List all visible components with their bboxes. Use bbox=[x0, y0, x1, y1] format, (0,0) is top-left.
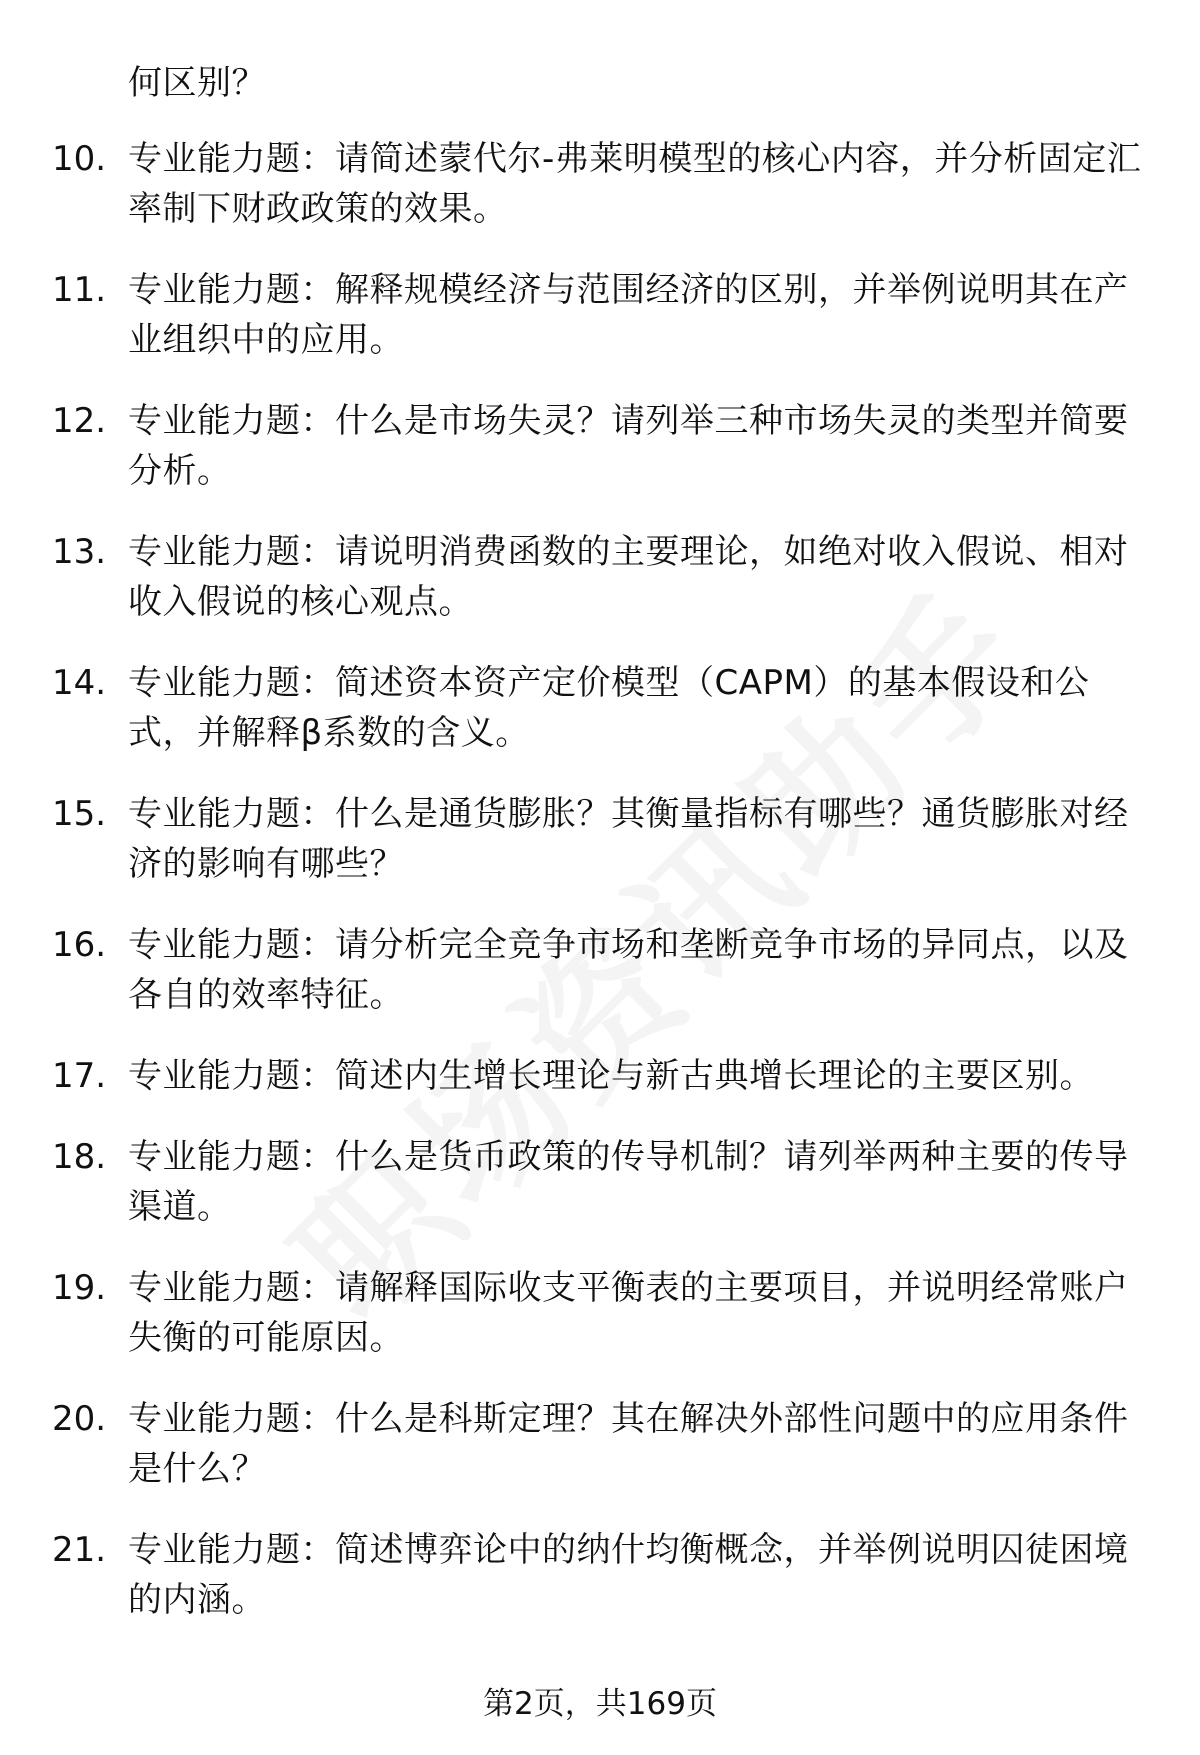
question-text: 专业能力题：请分析完全竞争市场和垄断竞争市场的异同点，以及各自的效率特征。 bbox=[128, 925, 1129, 1015]
question-text: 专业能力题：请说明消费函数的主要理论，如绝对收入假说、相对收入假说的核心观点。 bbox=[128, 532, 1129, 622]
question-item bbox=[0, 265, 1200, 396]
question-item bbox=[0, 658, 1200, 789]
question-number: 20. bbox=[52, 1399, 107, 1439]
question-text: 专业能力题：请解释国际收支平衡表的主要项目，并说明经常账户失衡的可能原因。 bbox=[128, 1268, 1129, 1358]
question-number: 19. bbox=[52, 1268, 107, 1308]
page-footer: 第2页，共169页 bbox=[483, 1686, 717, 1722]
question-number: 17. bbox=[52, 1056, 107, 1096]
question-item bbox=[0, 1051, 1200, 1132]
question-number: 11. bbox=[52, 270, 107, 310]
question-item bbox=[0, 1132, 1200, 1263]
question-number: 13. bbox=[52, 532, 107, 572]
question-text: 专业能力题：请简述蒙代尔-弗莱明模型的核心内容，并分析固定汇率制下财政政策的效果。 bbox=[128, 139, 1142, 229]
question-number: 16. bbox=[52, 925, 107, 965]
question-item bbox=[0, 789, 1200, 920]
question-item bbox=[0, 1394, 1200, 1525]
question-item bbox=[0, 1525, 1200, 1656]
question-number: 21. bbox=[52, 1530, 107, 1570]
question-item bbox=[0, 920, 1200, 1051]
question-number: 14. bbox=[52, 663, 107, 703]
question-item bbox=[0, 134, 1200, 265]
question-text: 专业能力题：简述内生增长理论与新古典增长理论的主要区别。 bbox=[128, 1056, 1094, 1096]
question-text: 专业能力题：解释规模经济与范围经济的区别，并举例说明其在产业组织中的应用。 bbox=[128, 270, 1129, 360]
question-item bbox=[0, 396, 1200, 527]
question-number: 10. bbox=[52, 139, 107, 179]
question-text: 专业能力题：什么是货币政策的传导机制？请列举两种主要的传导渠道。 bbox=[128, 1137, 1129, 1227]
question-text: 专业能力题：什么是科斯定理？其在解决外部性问题中的应用条件是什么？ bbox=[128, 1399, 1129, 1489]
question-text: 专业能力题：简述资本资产定价模型（CAPM）的基本假设和公式，并解释β系数的含义。 bbox=[128, 663, 1090, 753]
question-number: 18. bbox=[52, 1137, 107, 1177]
question-item bbox=[0, 1263, 1200, 1394]
question-list bbox=[0, 134, 1200, 1656]
question-text: 专业能力题：简述博弈论中的纳什均衡概念，并举例说明囚徒困境的内涵。 bbox=[128, 1530, 1129, 1620]
question-number: 15. bbox=[52, 794, 107, 834]
question-item bbox=[0, 527, 1200, 658]
question-continuation: 何区别？ bbox=[128, 63, 266, 103]
question-text: 专业能力题：什么是市场失灵？请列举三种市场失灵的类型并简要分析。 bbox=[128, 401, 1129, 491]
question-number: 12. bbox=[52, 401, 107, 441]
question-text: 专业能力题：什么是通货膨胀？其衡量指标有哪些？通货膨胀对经济的影响有哪些？ bbox=[128, 794, 1129, 884]
